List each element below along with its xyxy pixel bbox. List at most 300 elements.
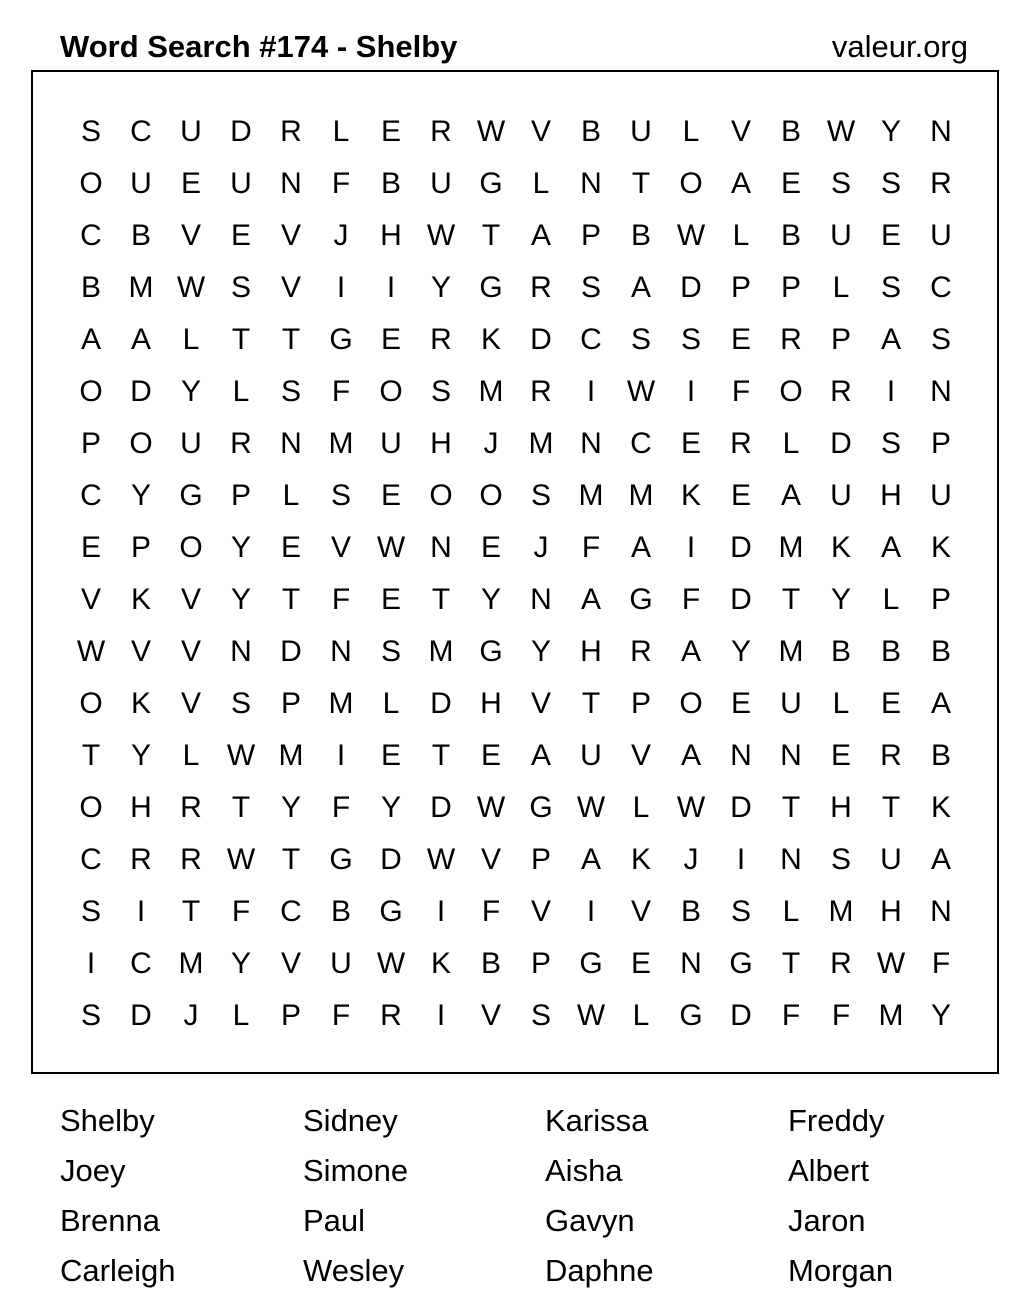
grid-letter[interactable]: U (780, 687, 802, 720)
grid-letter[interactable]: R (530, 375, 552, 408)
grid-letter[interactable]: S (580, 271, 601, 304)
grid-letter[interactable]: E (380, 739, 401, 772)
grid-letter[interactable]: W (626, 375, 656, 408)
grid-letter[interactable]: W (676, 219, 706, 252)
grid-letter[interactable]: N (930, 115, 952, 148)
grid-letter[interactable]: W (376, 531, 406, 564)
grid-letter[interactable]: E (880, 687, 901, 720)
grid-letter[interactable]: G (329, 843, 353, 876)
grid-letter[interactable]: K (480, 323, 501, 356)
grid-letter[interactable]: R (430, 115, 452, 148)
grid-letter[interactable]: F (831, 999, 851, 1032)
grid-letter[interactable]: P (830, 323, 851, 356)
grid-letter[interactable]: S (930, 323, 951, 356)
grid-letter[interactable]: G (479, 271, 503, 304)
grid-letter[interactable]: U (430, 167, 452, 200)
grid-letter[interactable]: N (280, 427, 302, 460)
grid-letter[interactable]: A (930, 687, 951, 720)
grid-letter[interactable]: R (430, 323, 452, 356)
grid-letter[interactable]: K (430, 947, 451, 980)
grid-letter[interactable]: U (130, 167, 152, 200)
grid-letter[interactable]: F (331, 583, 351, 616)
grid-letter[interactable]: C (130, 947, 152, 980)
grid-letter[interactable]: I (886, 375, 896, 408)
grid-letter[interactable]: P (280, 687, 301, 720)
grid-letter[interactable]: E (730, 479, 751, 512)
grid-letter[interactable]: B (630, 219, 651, 252)
grid-letter[interactable]: H (830, 791, 852, 824)
grid-letter[interactable]: P (730, 271, 751, 304)
grid-letter[interactable]: U (580, 739, 602, 772)
grid-letter[interactable]: A (930, 843, 951, 876)
grid-letter[interactable]: U (180, 427, 202, 460)
grid-letter[interactable]: C (80, 479, 102, 512)
grid-letter[interactable]: F (331, 791, 351, 824)
grid-letter[interactable]: A (780, 479, 801, 512)
grid-letter[interactable]: E (680, 427, 701, 460)
grid-letter[interactable]: C (130, 115, 152, 148)
grid-letter[interactable]: S (80, 115, 101, 148)
grid-letter[interactable]: N (930, 375, 952, 408)
grid-letter[interactable]: E (480, 739, 501, 772)
grid-letter[interactable]: V (180, 219, 201, 252)
grid-letter[interactable]: B (830, 635, 851, 668)
grid-letter[interactable]: R (230, 427, 252, 460)
grid-letter[interactable]: P (230, 479, 251, 512)
grid-letter[interactable]: B (680, 895, 701, 928)
grid-letter[interactable]: E (830, 739, 851, 772)
grid-letter[interactable]: L (782, 895, 800, 928)
grid-letter[interactable]: M (778, 635, 804, 668)
grid-letter[interactable]: M (278, 739, 304, 772)
grid-letter[interactable]: W (876, 947, 906, 980)
grid-letter[interactable]: Y (230, 947, 251, 980)
grid-letter[interactable]: G (729, 947, 753, 980)
grid-letter[interactable]: V (330, 531, 351, 564)
grid-letter[interactable]: L (232, 375, 250, 408)
grid-letter[interactable]: D (730, 583, 752, 616)
grid-letter[interactable]: F (481, 895, 501, 928)
grid-letter[interactable]: T (431, 739, 451, 772)
grid-letter[interactable]: F (581, 531, 601, 564)
grid-letter[interactable]: M (878, 999, 904, 1032)
grid-letter[interactable]: T (181, 895, 201, 928)
grid-letter[interactable]: L (232, 999, 250, 1032)
grid-letter[interactable]: L (782, 427, 800, 460)
grid-letter[interactable]: U (230, 167, 252, 200)
grid-letter[interactable]: E (280, 531, 301, 564)
grid-letter[interactable]: J (333, 219, 349, 252)
grid-letter[interactable]: O (679, 167, 703, 200)
grid-letter[interactable]: K (630, 843, 651, 876)
grid-letter[interactable]: V (530, 895, 551, 928)
grid-letter[interactable]: G (529, 791, 553, 824)
grid-letter[interactable]: D (830, 427, 852, 460)
grid-letter[interactable]: V (130, 635, 151, 668)
grid-letter[interactable]: K (130, 583, 151, 616)
grid-letter[interactable]: N (780, 843, 802, 876)
grid-letter[interactable]: R (130, 843, 152, 876)
grid-letter[interactable]: E (630, 947, 651, 980)
grid-letter[interactable]: R (180, 791, 202, 824)
grid-letter[interactable]: N (330, 635, 352, 668)
grid-letter[interactable]: D (230, 115, 252, 148)
grid-letter[interactable]: D (730, 791, 752, 824)
grid-letter[interactable]: S (280, 375, 301, 408)
grid-letter[interactable]: R (730, 427, 752, 460)
grid-letter[interactable]: E (80, 531, 101, 564)
grid-letter[interactable]: R (530, 271, 552, 304)
grid-letter[interactable]: H (430, 427, 452, 460)
grid-letter[interactable]: I (586, 375, 596, 408)
grid-letter[interactable]: F (331, 375, 351, 408)
grid-letter[interactable]: M (628, 479, 654, 512)
grid-letter[interactable]: F (931, 947, 951, 980)
grid-letter[interactable]: G (479, 635, 503, 668)
grid-letter[interactable]: A (130, 323, 151, 356)
grid-letter[interactable]: C (630, 427, 652, 460)
grid-letter[interactable]: V (630, 739, 651, 772)
grid-letter[interactable]: P (530, 947, 551, 980)
grid-letter[interactable]: Y (430, 271, 451, 304)
grid-letter[interactable]: Y (280, 791, 301, 824)
grid-letter[interactable]: V (530, 115, 551, 148)
grid-letter[interactable]: S (880, 167, 901, 200)
grid-letter[interactable]: E (380, 115, 401, 148)
grid-letter[interactable]: H (130, 791, 152, 824)
grid-letter[interactable]: P (780, 271, 801, 304)
grid-letter[interactable]: O (79, 687, 103, 720)
grid-letter[interactable]: G (479, 167, 503, 200)
grid-letter[interactable]: W (426, 843, 456, 876)
grid-letter[interactable]: F (231, 895, 251, 928)
grid-letter[interactable]: A (580, 843, 601, 876)
grid-letter[interactable]: N (780, 739, 802, 772)
grid-letter[interactable]: D (430, 791, 452, 824)
grid-letter[interactable]: G (379, 895, 403, 928)
grid-letter[interactable]: S (630, 323, 651, 356)
grid-letter[interactable]: L (182, 739, 200, 772)
grid-letter[interactable]: K (680, 479, 701, 512)
grid-letter[interactable]: B (130, 219, 151, 252)
grid-letter[interactable]: E (880, 219, 901, 252)
grid-letter[interactable]: P (930, 427, 951, 460)
grid-letter[interactable]: Y (130, 479, 151, 512)
grid-letter[interactable]: T (781, 583, 801, 616)
grid-letter[interactable]: O (79, 791, 103, 824)
grid-letter[interactable]: P (280, 999, 301, 1032)
grid-letter[interactable]: P (930, 583, 951, 616)
grid-letter[interactable]: C (280, 895, 302, 928)
grid-letter[interactable]: D (730, 531, 752, 564)
grid-letter[interactable]: T (781, 947, 801, 980)
grid-letter[interactable]: D (380, 843, 402, 876)
grid-letter[interactable]: R (880, 739, 902, 772)
grid-letter[interactable]: V (180, 583, 201, 616)
grid-letter[interactable]: V (280, 219, 301, 252)
grid-letter[interactable]: A (630, 271, 651, 304)
grid-letter[interactable]: O (129, 427, 153, 460)
grid-letter[interactable]: U (830, 479, 852, 512)
grid-letter[interactable]: V (480, 843, 501, 876)
grid-letter[interactable]: S (730, 895, 751, 928)
grid-letter[interactable]: T (281, 583, 301, 616)
grid-letter[interactable]: B (780, 115, 801, 148)
grid-letter[interactable]: W (176, 271, 206, 304)
grid-letter[interactable]: W (426, 219, 456, 252)
grid-letter[interactable]: M (828, 895, 854, 928)
grid-letter[interactable]: J (533, 531, 549, 564)
grid-letter[interactable]: N (430, 531, 452, 564)
grid-letter[interactable]: G (579, 947, 603, 980)
grid-letter[interactable]: Y (180, 375, 201, 408)
grid-letter[interactable]: I (86, 947, 96, 980)
grid-letter[interactable]: D (680, 271, 702, 304)
grid-letter[interactable]: C (80, 843, 102, 876)
grid-letter[interactable]: C (80, 219, 102, 252)
grid-letter[interactable]: S (430, 375, 451, 408)
grid-letter[interactable]: U (880, 843, 902, 876)
grid-letter[interactable]: Y (230, 531, 251, 564)
grid-letter[interactable]: I (686, 375, 696, 408)
grid-letter[interactable]: M (778, 531, 804, 564)
grid-letter[interactable]: U (830, 219, 852, 252)
grid-letter[interactable]: G (329, 323, 353, 356)
grid-letter[interactable]: U (930, 479, 952, 512)
grid-letter[interactable]: T (481, 219, 501, 252)
grid-letter[interactable]: S (830, 843, 851, 876)
grid-letter[interactable]: L (182, 323, 200, 356)
grid-letter[interactable]: O (429, 479, 453, 512)
grid-letter[interactable]: E (380, 583, 401, 616)
grid-letter[interactable]: S (680, 323, 701, 356)
grid-letter[interactable]: A (880, 531, 901, 564)
grid-letter[interactable]: E (480, 531, 501, 564)
grid-letter[interactable]: E (780, 167, 801, 200)
grid-letter[interactable]: U (380, 427, 402, 460)
grid-letter[interactable]: O (79, 167, 103, 200)
grid-letter[interactable]: I (736, 843, 746, 876)
grid-letter[interactable]: S (830, 167, 851, 200)
grid-letter[interactable]: I (436, 999, 446, 1032)
grid-letter[interactable]: A (530, 219, 551, 252)
grid-letter[interactable]: A (630, 531, 651, 564)
grid-letter[interactable]: K (930, 791, 951, 824)
grid-letter[interactable]: J (683, 843, 699, 876)
grid-letter[interactable]: L (832, 687, 850, 720)
grid-letter[interactable]: R (780, 323, 802, 356)
grid-letter[interactable]: Y (380, 791, 401, 824)
grid-letter[interactable]: E (230, 219, 251, 252)
grid-letter[interactable]: W (826, 115, 856, 148)
grid-letter[interactable]: S (880, 271, 901, 304)
grid-letter[interactable]: C (580, 323, 602, 356)
grid-letter[interactable]: R (280, 115, 302, 148)
grid-letter[interactable]: B (880, 635, 901, 668)
grid-letter[interactable]: T (81, 739, 101, 772)
grid-letter[interactable]: P (580, 219, 601, 252)
grid-letter[interactable]: T (581, 687, 601, 720)
grid-letter[interactable]: T (281, 843, 301, 876)
grid-letter[interactable]: S (380, 635, 401, 668)
grid-letter[interactable]: R (830, 375, 852, 408)
grid-letter[interactable]: N (680, 947, 702, 980)
grid-letter[interactable]: T (631, 167, 651, 200)
grid-letter[interactable]: L (732, 219, 750, 252)
grid-letter[interactable]: W (76, 635, 106, 668)
grid-letter[interactable]: W (476, 115, 506, 148)
grid-letter[interactable]: R (630, 635, 652, 668)
grid-letter[interactable]: W (226, 843, 256, 876)
grid-letter[interactable]: P (80, 427, 101, 460)
grid-letter[interactable]: N (580, 427, 602, 460)
grid-letter[interactable]: L (282, 479, 300, 512)
grid-letter[interactable]: A (730, 167, 751, 200)
grid-letter[interactable]: R (930, 167, 952, 200)
grid-letter[interactable]: O (679, 687, 703, 720)
grid-letter[interactable]: P (630, 687, 651, 720)
grid-letter[interactable]: E (180, 167, 201, 200)
grid-letter[interactable]: T (231, 791, 251, 824)
grid-letter[interactable]: D (430, 687, 452, 720)
grid-letter[interactable]: I (686, 531, 696, 564)
grid-letter[interactable]: B (80, 271, 101, 304)
grid-letter[interactable]: D (730, 999, 752, 1032)
grid-letter[interactable]: W (476, 791, 506, 824)
grid-letter[interactable]: O (179, 531, 203, 564)
grid-letter[interactable]: Y (230, 583, 251, 616)
grid-letter[interactable]: V (730, 115, 751, 148)
grid-letter[interactable]: V (280, 271, 301, 304)
grid-letter[interactable]: L (332, 115, 350, 148)
grid-letter[interactable]: U (330, 947, 352, 980)
grid-letter[interactable]: W (376, 947, 406, 980)
grid-letter[interactable]: M (328, 427, 354, 460)
grid-letter[interactable]: V (80, 583, 101, 616)
grid-letter[interactable]: L (382, 687, 400, 720)
grid-letter[interactable]: H (880, 479, 902, 512)
grid-letter[interactable]: B (780, 219, 801, 252)
grid-letter[interactable]: W (676, 791, 706, 824)
grid-letter[interactable]: F (731, 375, 751, 408)
grid-letter[interactable]: I (386, 271, 396, 304)
grid-letter[interactable]: D (530, 323, 552, 356)
grid-letter[interactable]: T (431, 583, 451, 616)
grid-letter[interactable]: S (80, 999, 101, 1032)
grid-letter[interactable]: M (478, 375, 504, 408)
grid-letter[interactable]: C (930, 271, 952, 304)
grid-letter[interactable]: D (130, 375, 152, 408)
grid-letter[interactable]: A (580, 583, 601, 616)
grid-letter[interactable]: L (682, 115, 700, 148)
grid-letter[interactable]: S (530, 999, 551, 1032)
grid-letter[interactable]: B (930, 739, 951, 772)
grid-letter[interactable]: D (280, 635, 302, 668)
grid-letter[interactable]: Y (930, 999, 951, 1032)
grid-letter[interactable]: A (880, 323, 901, 356)
grid-letter[interactable]: B (580, 115, 601, 148)
grid-letter[interactable]: Y (880, 115, 901, 148)
grid-letter[interactable]: B (930, 635, 951, 668)
grid-letter[interactable]: W (576, 999, 606, 1032)
grid-letter[interactable]: Y (730, 635, 751, 668)
grid-letter[interactable]: S (230, 687, 251, 720)
grid-letter[interactable]: M (128, 271, 154, 304)
grid-letter[interactable]: A (680, 739, 701, 772)
grid-letter[interactable]: F (681, 583, 701, 616)
grid-letter[interactable]: T (881, 791, 901, 824)
grid-letter[interactable]: K (830, 531, 851, 564)
grid-letter[interactable]: O (479, 479, 503, 512)
grid-letter[interactable]: M (528, 427, 554, 460)
grid-letter[interactable]: S (530, 479, 551, 512)
grid-letter[interactable]: M (178, 947, 204, 980)
grid-letter[interactable]: H (380, 219, 402, 252)
grid-letter[interactable]: M (578, 479, 604, 512)
grid-letter[interactable]: R (830, 947, 852, 980)
grid-letter[interactable]: S (880, 427, 901, 460)
grid-letter[interactable]: E (380, 323, 401, 356)
grid-letter[interactable]: L (632, 791, 650, 824)
grid-letter[interactable]: K (130, 687, 151, 720)
grid-letter[interactable]: H (580, 635, 602, 668)
grid-letter[interactable]: Y (130, 739, 151, 772)
grid-letter[interactable]: L (532, 167, 550, 200)
grid-letter[interactable]: T (781, 791, 801, 824)
grid-letter[interactable]: E (730, 687, 751, 720)
grid-letter[interactable]: N (580, 167, 602, 200)
grid-letter[interactable]: J (183, 999, 199, 1032)
grid-letter[interactable]: B (480, 947, 501, 980)
grid-letter[interactable]: K (930, 531, 951, 564)
grid-letter[interactable]: O (79, 375, 103, 408)
grid-letter[interactable]: I (136, 895, 146, 928)
grid-letter[interactable]: P (530, 843, 551, 876)
grid-letter[interactable]: I (336, 271, 346, 304)
grid-letter[interactable]: P (130, 531, 151, 564)
grid-letter[interactable]: S (230, 271, 251, 304)
grid-letter[interactable]: L (882, 583, 900, 616)
grid-letter[interactable]: E (380, 479, 401, 512)
grid-letter[interactable]: V (630, 895, 651, 928)
grid-letter[interactable]: O (779, 375, 803, 408)
grid-letter[interactable]: V (280, 947, 301, 980)
grid-letter[interactable]: B (330, 895, 351, 928)
grid-letter[interactable]: O (379, 375, 403, 408)
grid-letter[interactable]: W (576, 791, 606, 824)
grid-letter[interactable]: N (280, 167, 302, 200)
grid-letter[interactable]: F (331, 167, 351, 200)
grid-letter[interactable]: A (530, 739, 551, 772)
grid-letter[interactable]: F (781, 999, 801, 1032)
grid-letter[interactable]: U (630, 115, 652, 148)
grid-letter[interactable]: S (80, 895, 101, 928)
grid-letter[interactable]: T (281, 323, 301, 356)
grid-letter[interactable]: V (180, 687, 201, 720)
grid-letter[interactable]: J (483, 427, 499, 460)
grid-letter[interactable]: A (680, 635, 701, 668)
grid-letter[interactable]: N (230, 635, 252, 668)
grid-letter[interactable]: L (632, 999, 650, 1032)
grid-letter[interactable]: H (480, 687, 502, 720)
grid-letter[interactable]: E (730, 323, 751, 356)
grid-letter[interactable]: Y (530, 635, 551, 668)
grid-letter[interactable]: H (880, 895, 902, 928)
grid-letter[interactable]: N (930, 895, 952, 928)
grid-letter[interactable]: L (832, 271, 850, 304)
grid-letter[interactable]: S (330, 479, 351, 512)
grid-letter[interactable]: M (428, 635, 454, 668)
